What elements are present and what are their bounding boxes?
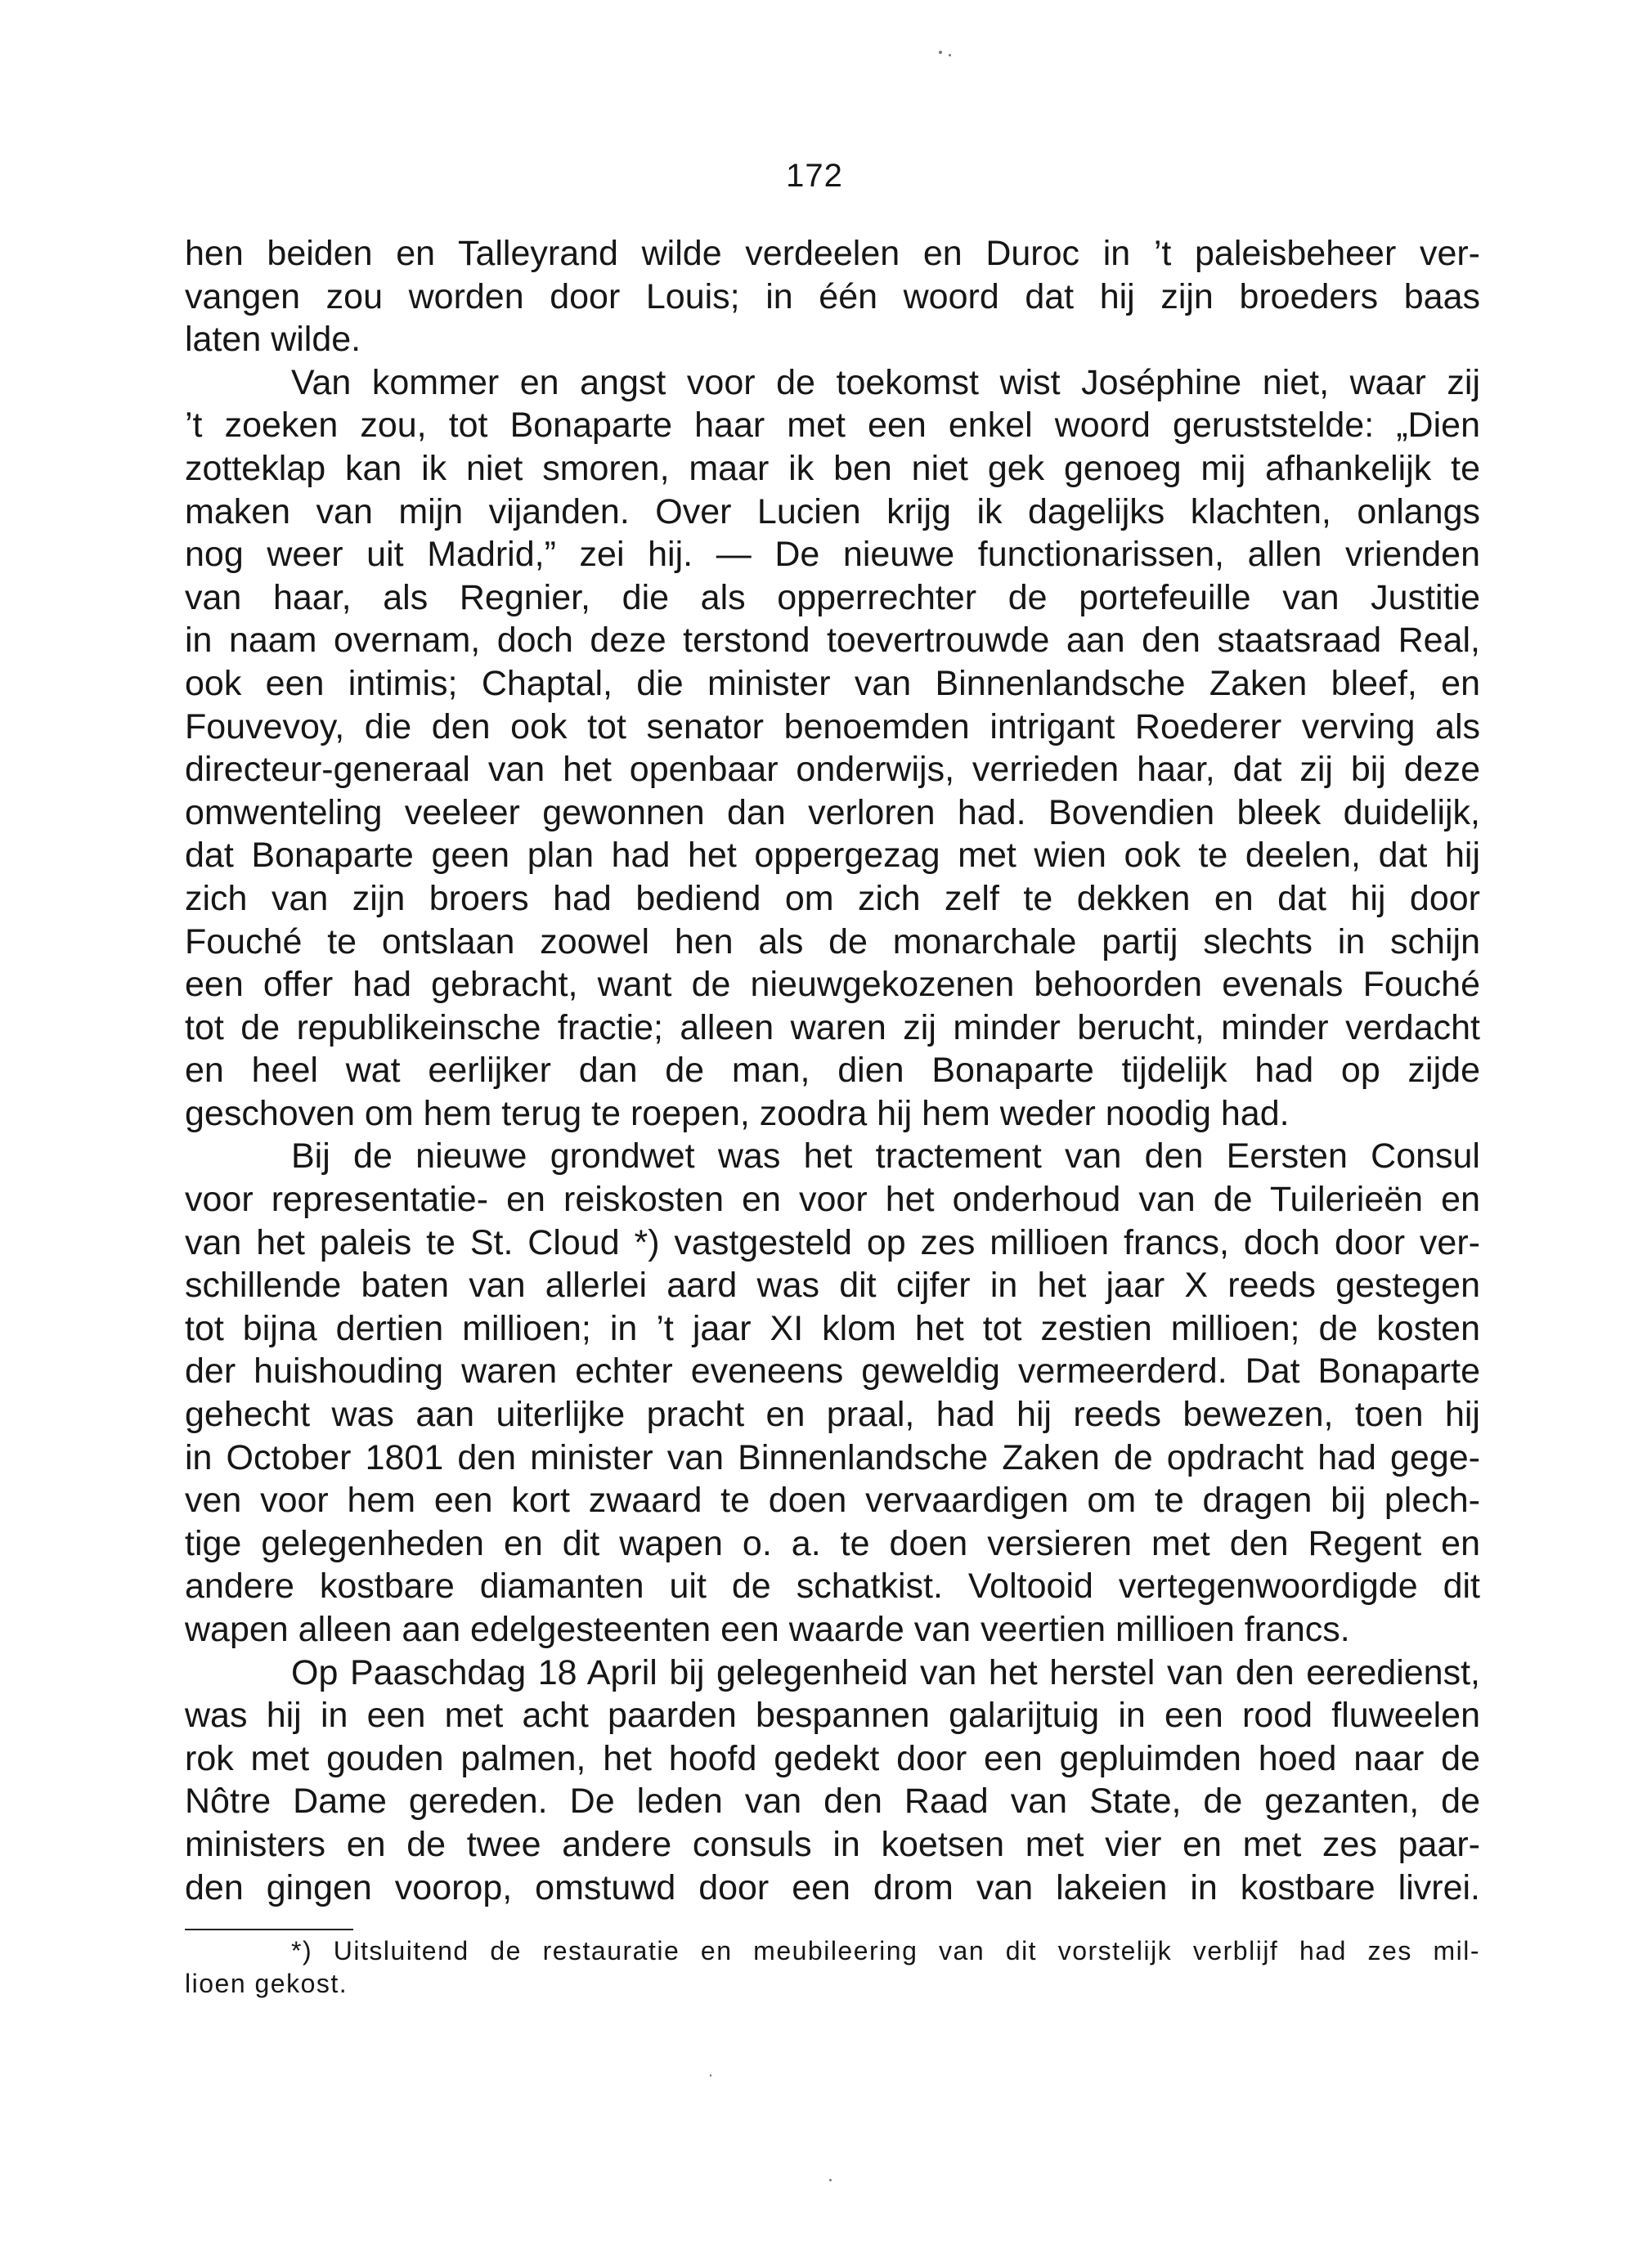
print-speck — [939, 51, 942, 54]
footnote — [185, 1934, 1480, 2000]
text-line: ’t zoeken zou, tot Bonaparte haar met een enkel woord geruststelde: „Dien — [185, 406, 1480, 446]
text-line: een offer had gebracht, want de nieuwgekozenen behoorden evenals Fouché — [185, 965, 1480, 1005]
text-line: gehecht was aan uiterlijke pracht en praal, had hij reeds bewezen, toen hij — [185, 1395, 1480, 1435]
body-text — [185, 232, 1480, 1909]
text-line: Op Paaschdag 18 April bij gelegenheid van het herstel van den eeredienst, — [291, 1652, 1480, 1692]
text-line: ven voor hem een kort zwaard te doen vervaardigen om te dragen bij plech- — [185, 1481, 1480, 1521]
text-line: in naam overnam, doch deze terstond toevertrouwde aan den staatsraad Real, — [185, 621, 1480, 661]
text-line: Fouvevoy, die den ook tot senator benoemden intrigant Roederer verving als — [185, 706, 1480, 746]
text-line: nog weer uit Madrid,” zei hij. — De nieuwe functionarissen, allen vrienden — [185, 535, 1480, 575]
page-number: 172 — [786, 158, 843, 194]
print-speck — [710, 2074, 711, 2077]
text-line: Fouché te ontslaan zoowel hen als de monarchale partij slechts in schijn — [185, 921, 1480, 961]
text-line: zich van zijn broers had bediend om zich zelf te dekken en dat hij door — [185, 878, 1480, 918]
text-line: in October 1801 den minister van Binnenlandsche Zaken de opdracht had gege- — [185, 1437, 1480, 1477]
text-line: vangen zou worden door Louis; in één woord dat hij zijn broeders baas — [185, 276, 1480, 316]
text-line: laten wilde. — [185, 320, 361, 360]
text-line: tot de republikeinsche fractie; alleen waren zij minder berucht, minder verdacht — [185, 1007, 1480, 1047]
text-line: ook een intimis; Chaptal, die minister van Binnenlandsche Zaken bleef, en — [185, 663, 1480, 703]
text-line: tige gelegenheden en dit wapen o. a. te doen versieren met den Regent en — [185, 1523, 1480, 1563]
footnote-line: *) Uitsluitend de restauratie en meubileering van dit vorstelijk verblijf had zes mil- — [291, 1936, 1480, 1965]
text-line: voor representatie- en reiskosten en voor het onderhoud van de Tuilerieën en — [185, 1180, 1480, 1220]
text-line: Nôtre Dame gereden. De leden van den Raad van State, de gezanten, de — [185, 1782, 1480, 1822]
text-line: zotteklap kan ik niet smoren, maar ik ben niet gek genoeg mij afhankelijk te — [185, 448, 1480, 488]
print-speck — [949, 54, 951, 56]
text-line: den gingen voorop, omstuwd door een drom van lakeien in kostbare livrei. — [185, 1867, 1480, 1907]
text-line: hen beiden en Talleyrand wilde verdeelen en Duroc in ’t paleisbeheer ver- — [185, 234, 1480, 273]
print-speck — [829, 2179, 832, 2181]
text-line: van haar, als Regnier, die als opperrechter de portefeuille van Justitie — [185, 577, 1480, 617]
text-line: Van kommer en angst voor de toekomst wist Joséphine niet, waar zij — [291, 362, 1480, 402]
text-line: directeur-generaal van het openbaar onderwijs, verrieden haar, dat zij bij deze — [185, 750, 1480, 790]
footnote-divider — [185, 1929, 353, 1930]
text-line: schillende baten van allerlei aard was dit cijfer in het jaar X reeds gestegen — [185, 1266, 1480, 1306]
text-line: was hij in een met acht paarden bespannen galarijtuig in een rood fluweelen — [185, 1696, 1480, 1736]
text-line: maken van mijn vijanden. Over Lucien krijg ik dagelijks klachten, onlangs — [185, 491, 1480, 531]
text-line: ministers en de twee andere consuls in koetsen met vier en met zes paar- — [185, 1824, 1480, 1864]
text-line: omwenteling veeleer gewonnen dan verloren had. Bovendien bleek duidelijk, — [185, 792, 1480, 832]
text-line: Bij de nieuwe grondwet was het tractement van den Eersten Consul — [291, 1136, 1480, 1177]
text-line: tot bijna dertien millioen; in ’t jaar XI klom het tot zestien millioen; de kosten — [185, 1308, 1480, 1348]
text-line: dat Bonaparte geen plan had het oppergezag met wien ook te deelen, dat hij — [185, 836, 1480, 876]
footnote-line: lioen gekost. — [185, 1969, 348, 1998]
text-line: van het paleis te St. Cloud *) vastgesteld op zes millioen francs, doch door ver- — [185, 1222, 1480, 1262]
text-line: en heel wat eerlijker dan de man, dien Bonaparte tijdelijk had op zijde — [185, 1051, 1480, 1091]
text-line: geschoven om hem terug te roepen, zoodra hij hem weder noodig had. — [185, 1093, 1290, 1133]
text-line: andere kostbare diamanten uit de schatkist. Voltooid vertegenwoordigde dit — [185, 1567, 1480, 1607]
text-line: rok met gouden palmen, het hoofd gedekt door een gepluimden hoed naar de — [185, 1738, 1480, 1778]
text-line: wapen alleen aan edelgesteenten een waarde van veertien millioen francs. — [185, 1610, 1350, 1649]
text-line: der huishouding waren echter eveneens geweldig vermeerderd. Dat Bonaparte — [185, 1351, 1480, 1392]
